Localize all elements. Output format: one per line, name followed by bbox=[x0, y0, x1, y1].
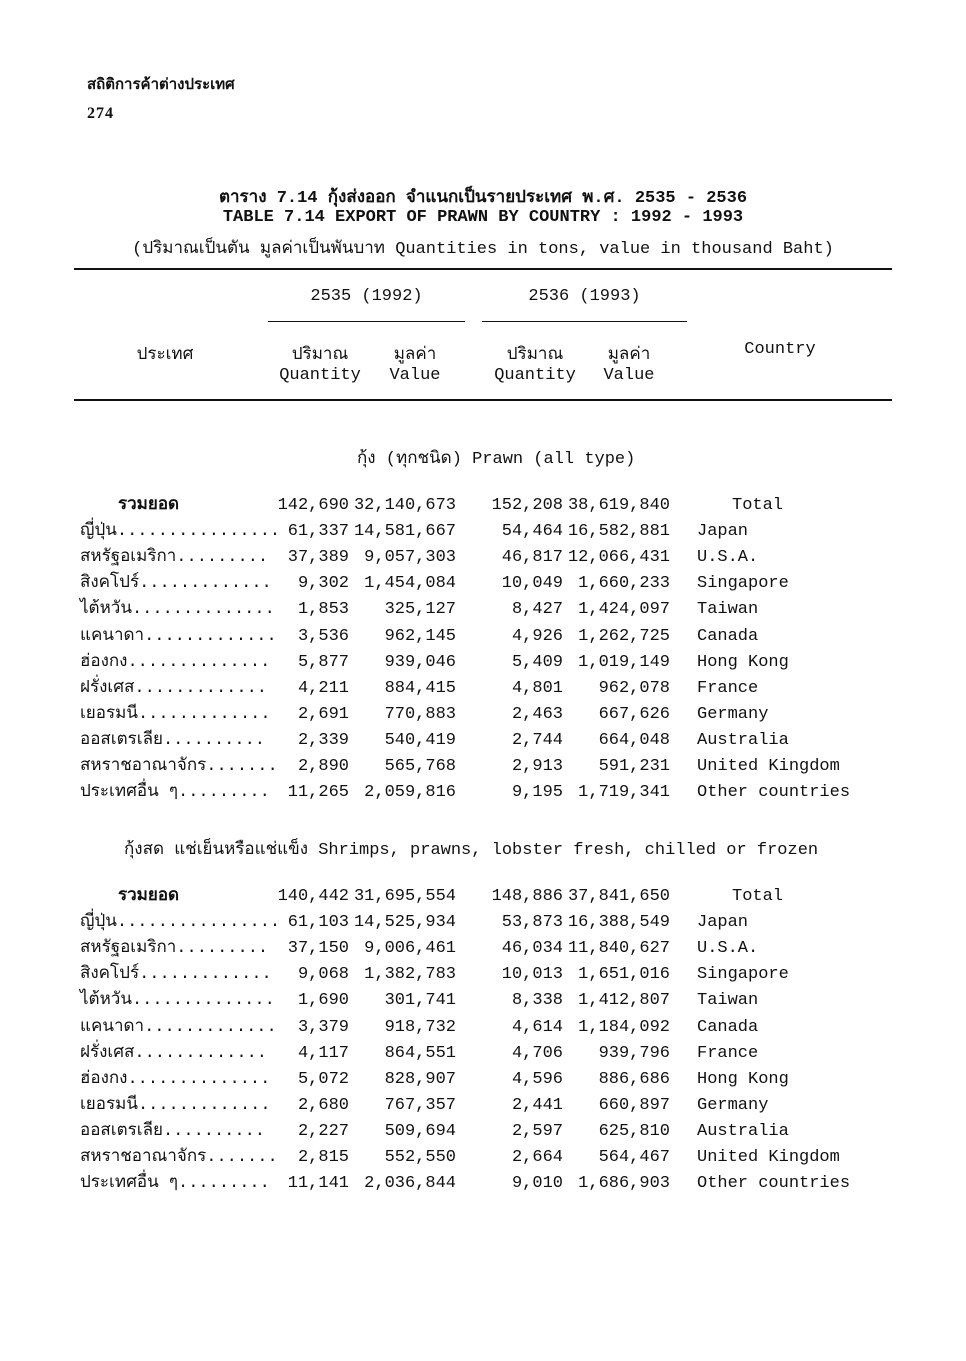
year-1993-underline bbox=[482, 321, 687, 322]
cell-quantity-1993: 148,886 bbox=[491, 887, 563, 906]
cell-value-1993: 16,582,881 bbox=[567, 522, 670, 542]
cell-value-1993: 1,719,341 bbox=[578, 783, 670, 803]
cell-country-english: United Kingdom bbox=[697, 1148, 840, 1167]
cell-value-1993: 1,019,149 bbox=[578, 652, 670, 672]
cell-country-thai: แคนาดา............. bbox=[80, 1017, 277, 1037]
cell-quantity-1993: 4,926 bbox=[511, 626, 563, 646]
table-row bbox=[0, 1145, 966, 1171]
table-row bbox=[0, 545, 966, 571]
cell-country-english: Taiwan bbox=[697, 600, 759, 620]
column-quantity-1993-thai: ปริมาณ bbox=[506, 346, 564, 365]
column-year-1993: 2536 (1993) bbox=[528, 287, 641, 306]
cell-quantity-1993: 46,817 bbox=[501, 548, 563, 568]
cell-value-1993: 1,660,233 bbox=[578, 574, 670, 594]
table-header-bottom-rule bbox=[74, 399, 892, 401]
cell-country-thai: ออสเตรเลีย.......... bbox=[80, 1121, 265, 1141]
cell-quantity-1993: 8,338 bbox=[511, 991, 563, 1011]
cell-quantity-1992: 5,072 bbox=[297, 1069, 349, 1089]
cell-country-thai: ฝรั่งเศส............. bbox=[80, 1043, 267, 1063]
cell-value-1993: 591,231 bbox=[598, 757, 670, 776]
table-row bbox=[0, 624, 966, 650]
cell-quantity-1993: 9,195 bbox=[511, 783, 563, 803]
cell-country-thai: ฮ่องกง.............. bbox=[80, 1069, 271, 1089]
cell-quantity-1992: 4,117 bbox=[297, 1043, 349, 1063]
cell-value-1992: 14,525,934 bbox=[353, 913, 456, 933]
table-top-rule bbox=[74, 268, 892, 270]
cell-value-1992: 552,550 bbox=[384, 1148, 456, 1167]
cell-quantity-1992: 140,442 bbox=[277, 887, 349, 906]
table-row bbox=[0, 1041, 966, 1067]
cell-quantity-1993: 10,013 bbox=[501, 965, 563, 985]
cell-country-thai: รวมยอด bbox=[118, 496, 180, 515]
section-title-shrimps-fresh: กุ้งสด แช่เย็นหรือแช่แข็ง Shrimps, prawns, lobster fresh, chilled or frozen bbox=[124, 841, 819, 860]
cell-quantity-1992: 9,302 bbox=[297, 574, 349, 594]
cell-quantity-1992: 5,877 bbox=[297, 652, 349, 672]
cell-country-english: Other countries bbox=[697, 1174, 851, 1194]
cell-value-1992: 325,127 bbox=[384, 600, 456, 620]
cell-country-thai: สหราชอาณาจักร....... bbox=[80, 757, 278, 776]
cell-value-1993: 1,412,807 bbox=[578, 991, 670, 1011]
cell-country-thai: ญี่ปุ่น................ bbox=[80, 913, 281, 933]
table-row bbox=[0, 910, 966, 936]
table-total-row bbox=[0, 884, 966, 910]
column-value-1993-thai: มูลค่า bbox=[607, 346, 651, 365]
table-title-english: TABLE 7.14 EXPORT OF PRAWN BY COUNTRY : 1992 - 1993 bbox=[222, 208, 744, 227]
cell-value-1992: 2,059,816 bbox=[364, 783, 456, 803]
cell-country-thai: ไต้หวัน.............. bbox=[80, 600, 275, 620]
cell-country-english: Canada bbox=[697, 1017, 759, 1037]
cell-value-1992: 2,036,844 bbox=[364, 1174, 456, 1194]
header-source: สถิติการค้าต่างประเทศ bbox=[87, 77, 235, 93]
cell-country-english: Germany bbox=[697, 1095, 769, 1115]
cell-value-1993: 660,897 bbox=[598, 1095, 670, 1115]
table-row bbox=[0, 1015, 966, 1041]
cell-country-thai: ออสเตรเลีย.......... bbox=[80, 730, 265, 750]
cell-country-english: Hong Kong bbox=[697, 1069, 789, 1089]
cell-country-english: Japan bbox=[697, 522, 749, 542]
table-row bbox=[0, 1093, 966, 1119]
cell-quantity-1993: 54,464 bbox=[501, 522, 563, 542]
cell-value-1993: 12,066,431 bbox=[567, 548, 670, 568]
cell-quantity-1992: 11,265 bbox=[287, 783, 349, 803]
column-country-thai: ประเทศ bbox=[136, 346, 194, 365]
cell-value-1992: 864,551 bbox=[384, 1043, 456, 1063]
cell-value-1992: 14,581,667 bbox=[353, 522, 456, 542]
year-1992-underline bbox=[268, 321, 465, 322]
cell-value-1993: 1,262,725 bbox=[578, 626, 670, 646]
cell-country-thai: สิงคโปร์............. bbox=[80, 965, 272, 985]
cell-country-thai: ประเทศอื่น ๆ......... bbox=[80, 1174, 270, 1194]
cell-quantity-1992: 2,691 bbox=[297, 704, 349, 724]
cell-value-1992: 962,145 bbox=[384, 626, 456, 646]
cell-value-1993: 38,619,840 bbox=[567, 496, 670, 515]
cell-value-1992: 1,382,783 bbox=[364, 965, 456, 985]
cell-quantity-1992: 11,141 bbox=[287, 1174, 349, 1194]
cell-quantity-1993: 2,441 bbox=[511, 1095, 563, 1115]
table-row bbox=[0, 702, 966, 728]
table-row bbox=[0, 728, 966, 754]
cell-country-thai: เยอรมนี............. bbox=[80, 704, 271, 724]
table-row bbox=[0, 1171, 966, 1197]
cell-country-thai: ไต้หวัน.............. bbox=[80, 991, 275, 1011]
cell-country-english: Singapore bbox=[697, 574, 789, 594]
cell-value-1992: 918,732 bbox=[384, 1017, 456, 1037]
table-row bbox=[0, 936, 966, 962]
cell-value-1993: 939,796 bbox=[598, 1043, 670, 1063]
cell-quantity-1993: 53,873 bbox=[501, 913, 563, 933]
cell-country-thai: ฝรั่งเศส............. bbox=[80, 678, 267, 698]
cell-value-1992: 884,415 bbox=[384, 678, 456, 698]
cell-quantity-1993: 2,664 bbox=[511, 1148, 563, 1167]
cell-value-1992: 828,907 bbox=[384, 1069, 456, 1089]
column-value-1992-thai: มูลค่า bbox=[393, 346, 437, 365]
cell-value-1993: 16,388,549 bbox=[567, 913, 670, 933]
cell-value-1992: 31,695,554 bbox=[353, 887, 456, 906]
cell-value-1993: 962,078 bbox=[598, 678, 670, 698]
cell-country-english: Total bbox=[732, 887, 784, 906]
cell-quantity-1992: 142,690 bbox=[277, 496, 349, 515]
table-row bbox=[0, 1067, 966, 1093]
cell-country-thai: สหราชอาณาจักร....... bbox=[80, 1148, 278, 1167]
table-units-note: (ปริมาณเป็นตัน มูลค่าเป็นพันบาท Quantities in tons, value in thousand Baht) bbox=[132, 240, 834, 259]
cell-quantity-1993: 4,801 bbox=[511, 678, 563, 698]
table-row bbox=[0, 676, 966, 702]
column-value-1992-english: Value bbox=[389, 366, 441, 385]
cell-country-english: United Kingdom bbox=[697, 757, 840, 776]
table-row bbox=[0, 1119, 966, 1145]
cell-quantity-1993: 4,596 bbox=[511, 1069, 563, 1089]
table-row bbox=[0, 780, 966, 806]
cell-quantity-1993: 152,208 bbox=[491, 496, 563, 515]
cell-quantity-1992: 2,680 bbox=[297, 1095, 349, 1115]
cell-value-1992: 9,006,461 bbox=[364, 939, 456, 959]
cell-value-1993: 667,626 bbox=[598, 704, 670, 724]
column-quantity-1992-english: Quantity bbox=[279, 366, 361, 385]
column-year-1992: 2535 (1992) bbox=[310, 287, 423, 306]
cell-quantity-1993: 2,597 bbox=[511, 1121, 563, 1141]
cell-quantity-1992: 61,103 bbox=[287, 913, 349, 933]
cell-quantity-1993: 9,010 bbox=[511, 1174, 563, 1194]
cell-country-thai: สหรัฐอเมริกา......... bbox=[80, 939, 269, 959]
cell-value-1992: 939,046 bbox=[384, 652, 456, 672]
column-quantity-1992-thai: ปริมาณ bbox=[291, 346, 349, 365]
cell-quantity-1993: 8,427 bbox=[511, 600, 563, 620]
page-number: 274 bbox=[87, 105, 114, 122]
cell-quantity-1992: 37,389 bbox=[287, 548, 349, 568]
table-row bbox=[0, 571, 966, 597]
cell-quantity-1992: 1,853 bbox=[297, 600, 349, 620]
cell-value-1993: 664,048 bbox=[598, 730, 670, 750]
cell-value-1993: 37,841,650 bbox=[567, 887, 670, 906]
cell-value-1992: 509,694 bbox=[384, 1121, 456, 1141]
cell-country-english: Taiwan bbox=[697, 991, 759, 1011]
table-title-thai: ตาราง 7.14 กุ้งส่งออก จำแนกเป็นรายประเทศ พ.ศ. 2535 - 2536 bbox=[218, 189, 748, 208]
cell-quantity-1992: 2,890 bbox=[297, 757, 349, 776]
cell-country-english: France bbox=[697, 678, 759, 698]
cell-country-thai: สิงคโปร์............. bbox=[80, 574, 272, 594]
cell-value-1992: 9,057,303 bbox=[364, 548, 456, 568]
cell-country-english: France bbox=[697, 1043, 759, 1063]
cell-country-english: Japan bbox=[697, 913, 749, 933]
column-value-1993-english: Value bbox=[603, 366, 655, 385]
cell-country-english: Australia bbox=[697, 730, 789, 750]
cell-value-1993: 564,467 bbox=[598, 1148, 670, 1167]
column-country-english: Country bbox=[744, 340, 816, 359]
cell-country-thai: ฮ่องกง.............. bbox=[80, 652, 271, 672]
cell-country-thai: ญี่ปุ่น................ bbox=[80, 522, 281, 542]
cell-value-1993: 1,686,903 bbox=[578, 1174, 670, 1194]
table-row bbox=[0, 962, 966, 988]
cell-quantity-1992: 37,150 bbox=[287, 939, 349, 959]
cell-quantity-1992: 4,211 bbox=[297, 678, 349, 698]
cell-value-1992: 540,419 bbox=[384, 730, 456, 750]
cell-quantity-1992: 2,227 bbox=[297, 1121, 349, 1141]
cell-quantity-1993: 4,614 bbox=[511, 1017, 563, 1037]
cell-quantity-1993: 10,049 bbox=[501, 574, 563, 594]
cell-quantity-1993: 46,034 bbox=[501, 939, 563, 959]
cell-country-english: U.S.A. bbox=[697, 939, 759, 959]
cell-quantity-1992: 2,815 bbox=[297, 1148, 349, 1167]
cell-country-thai: แคนาดา............. bbox=[80, 626, 277, 646]
cell-value-1992: 1,454,084 bbox=[364, 574, 456, 594]
column-quantity-1993-english: Quantity bbox=[494, 366, 576, 385]
cell-value-1993: 886,686 bbox=[598, 1069, 670, 1089]
cell-country-english: Hong Kong bbox=[697, 652, 789, 672]
cell-quantity-1993: 2,744 bbox=[511, 730, 563, 750]
cell-country-english: Germany bbox=[697, 704, 769, 724]
cell-value-1993: 625,810 bbox=[598, 1121, 670, 1141]
cell-quantity-1992: 61,337 bbox=[287, 522, 349, 542]
cell-value-1993: 1,651,016 bbox=[578, 965, 670, 985]
cell-quantity-1992: 1,690 bbox=[297, 991, 349, 1011]
cell-value-1993: 1,424,097 bbox=[578, 600, 670, 620]
table-total-row bbox=[0, 493, 966, 519]
cell-country-thai: ประเทศอื่น ๆ......... bbox=[80, 783, 270, 803]
cell-country-english: Canada bbox=[697, 626, 759, 646]
cell-quantity-1992: 3,379 bbox=[297, 1017, 349, 1037]
cell-value-1993: 11,840,627 bbox=[567, 939, 670, 959]
cell-quantity-1992: 9,068 bbox=[297, 965, 349, 985]
cell-value-1992: 32,140,673 bbox=[353, 496, 456, 515]
cell-quantity-1993: 2,463 bbox=[511, 704, 563, 724]
cell-quantity-1993: 2,913 bbox=[511, 757, 563, 776]
cell-value-1992: 301,741 bbox=[384, 991, 456, 1011]
cell-quantity-1992: 2,339 bbox=[297, 730, 349, 750]
cell-country-english: Singapore bbox=[697, 965, 789, 985]
cell-country-english: Australia bbox=[697, 1121, 789, 1141]
cell-quantity-1993: 4,706 bbox=[511, 1043, 563, 1063]
table-row bbox=[0, 519, 966, 545]
section-title-prawn-all: กุ้ง (ทุกชนิด) Prawn (all type) bbox=[357, 450, 636, 469]
cell-quantity-1992: 3,536 bbox=[297, 626, 349, 646]
cell-country-english: U.S.A. bbox=[697, 548, 759, 568]
cell-value-1992: 565,768 bbox=[384, 757, 456, 776]
cell-country-english: Other countries bbox=[697, 783, 851, 803]
table-row bbox=[0, 597, 966, 623]
cell-country-english: Total bbox=[732, 496, 784, 515]
table-row bbox=[0, 988, 966, 1014]
cell-country-thai: รวมยอด bbox=[118, 887, 180, 906]
cell-country-thai: เยอรมนี............. bbox=[80, 1095, 271, 1115]
cell-value-1993: 1,184,092 bbox=[578, 1017, 670, 1037]
table-row bbox=[0, 754, 966, 780]
cell-quantity-1993: 5,409 bbox=[511, 652, 563, 672]
cell-value-1992: 767,357 bbox=[384, 1095, 456, 1115]
cell-country-thai: สหรัฐอเมริกา......... bbox=[80, 548, 269, 568]
cell-value-1992: 770,883 bbox=[384, 704, 456, 724]
table-row bbox=[0, 650, 966, 676]
